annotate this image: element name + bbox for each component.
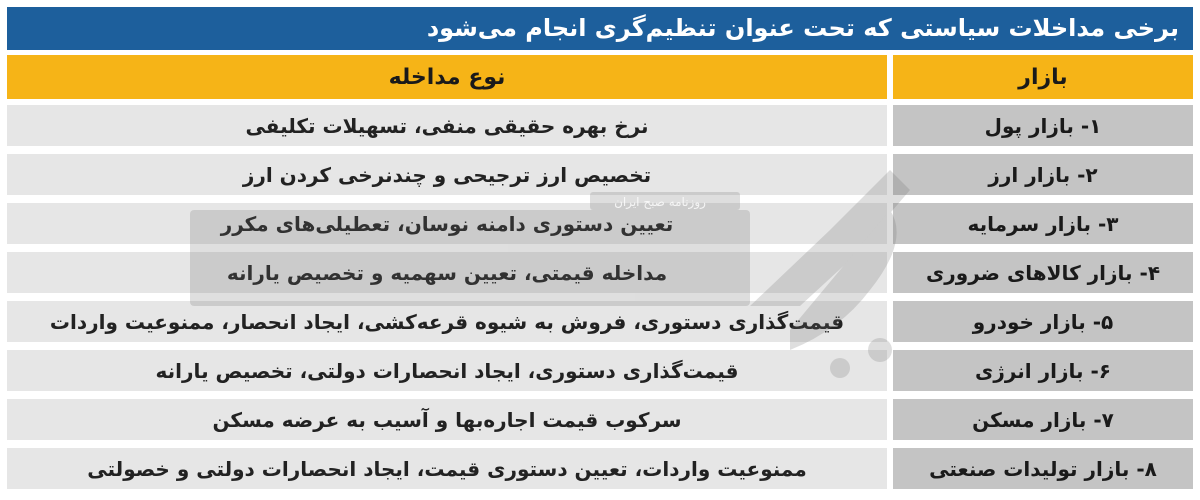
market-label: ۵- بازار خودرو: [972, 309, 1114, 334]
type-label: ممنوعیت واردات، تعیین دستوری قیمت، ایجاد انحصارات دولتی و خصولتی: [87, 456, 807, 481]
table-row: [7, 350, 1193, 391]
market-cell: [893, 301, 1193, 342]
table-title: برخی مداخلات سیاستی که تحت عنوان تنظیم‌گری انجام می‌شود: [7, 7, 1193, 50]
table-row: [7, 203, 1193, 244]
type-cell: [7, 252, 887, 293]
market-label: ۱- بازار پول: [984, 113, 1102, 138]
market-label: ۳- بازار سرمایه: [967, 211, 1119, 236]
table-header-row: [7, 55, 1193, 99]
type-cell: [7, 350, 887, 391]
market-label: ۲- بازار ارز: [988, 162, 1098, 187]
market-cell: [893, 252, 1193, 293]
type-label: قیمت‌گذاری دستوری، فروش به شیوه قرعه‌کشی، ایجاد انحصار، ممنوعیت واردات: [49, 309, 845, 334]
market-cell: [893, 350, 1193, 391]
header-market: [893, 55, 1193, 99]
market-label: ۴- بازار کالاهای ضروری: [925, 260, 1161, 285]
header-type: [7, 55, 887, 99]
type-cell: [7, 154, 887, 195]
market-label: ۶- بازار انرژی: [975, 358, 1111, 383]
market-cell: [893, 105, 1193, 146]
type-label: سرکوب قیمت اجاره‌بها و آسیب به عرضه مسکن: [212, 407, 682, 432]
header-type-label: نوع مداخله: [388, 64, 506, 90]
interventions-table: [7, 55, 1193, 497]
table-row: [7, 252, 1193, 293]
market-label: ۷- بازار مسکن: [972, 407, 1114, 432]
type-cell: [7, 448, 887, 489]
table-row: [7, 448, 1193, 489]
type-cell: [7, 203, 887, 244]
market-cell: [893, 203, 1193, 244]
market-cell: [893, 154, 1193, 195]
type-cell: [7, 301, 887, 342]
type-cell: [7, 399, 887, 440]
table-row: [7, 154, 1193, 195]
header-market-label: بازار: [1018, 64, 1068, 90]
table-row: [7, 301, 1193, 342]
type-label: قیمت‌گذاری دستوری، ایجاد انحصارات دولتی، تخصیص یارانه: [155, 358, 739, 383]
type-cell: [7, 105, 887, 146]
market-cell: [893, 448, 1193, 489]
table-row: [7, 105, 1193, 146]
table-row: [7, 399, 1193, 440]
market-label: ۸- بازار تولیدات صنعتی: [929, 456, 1157, 481]
market-cell: [893, 399, 1193, 440]
watermark-tagline: روزنامه صبح ایران: [614, 195, 706, 209]
type-label: مداخله قیمتی، تعیین سهمیه و تخصیص یارانه: [226, 260, 668, 285]
type-label: تعیین دستوری دامنه نوسان، تعطیلی‌های مکرر: [220, 211, 674, 236]
type-label: نرخ بهره حقیقی منفی، تسهیلات تکلیفی: [245, 113, 649, 138]
type-label: تخصیص ارز ترجیحی و چندنرخی کردن ارز: [242, 162, 652, 187]
